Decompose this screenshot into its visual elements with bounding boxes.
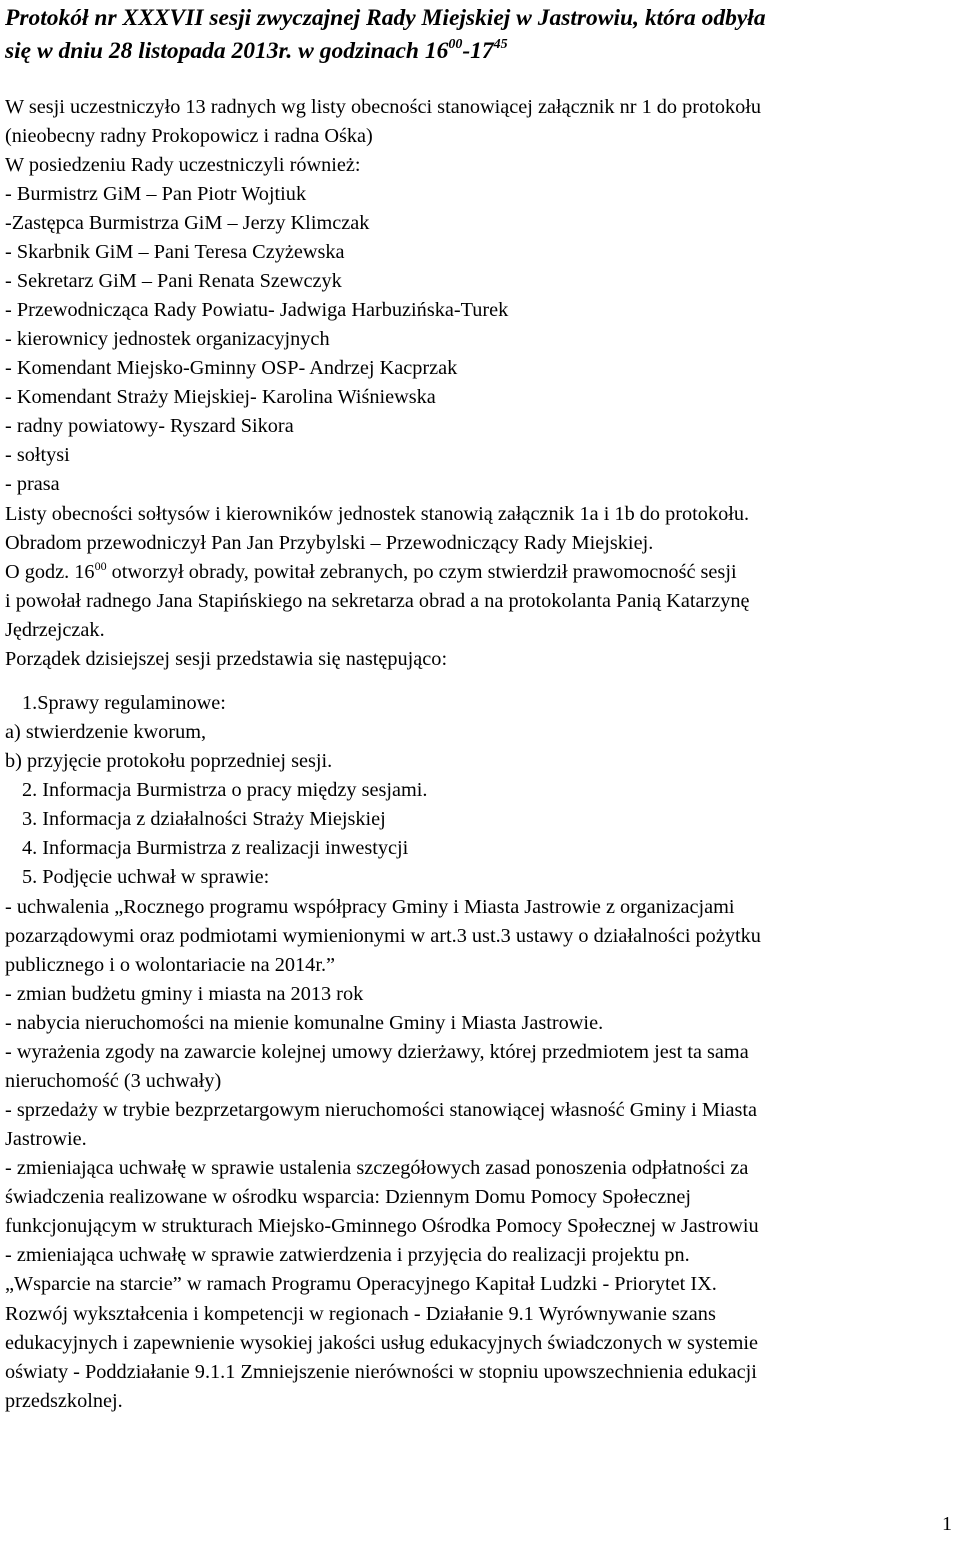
participant-item: - Przewodnicząca Rady Powiatu- Jadwiga Harbuzińska-Turek xyxy=(5,299,509,321)
participant-item: - radny powiatowy- Ryszard Sikora xyxy=(5,415,294,437)
resolution-item-cont: publicznego i o wolontariacie na 2014r.” xyxy=(5,954,336,976)
absent-note: (nieobecny radny Prokopowicz i radna Ośka) xyxy=(5,125,373,147)
title-line-1: Protokół nr XXXVII sesji zwyczajnej Rady Miejskiej w Jastrowiu, która odbyła xyxy=(5,5,766,31)
agenda-item-1: 1.Sprawy regulaminowe: xyxy=(22,692,226,714)
agenda-item-3: 3. Informacja z działalności Straży Miejskiej xyxy=(22,808,386,830)
resolution-item-cont: przedszkolnej. xyxy=(5,1390,123,1412)
resolution-item: - zmieniająca uchwałę w sprawie zatwierdzenia i przyjęcia do realizacji projektu pn. xyxy=(5,1244,690,1266)
resolution-item: - zmieniająca uchwałę w sprawie ustalenia szczegółowych zasad ponoszenia odpłatności za xyxy=(5,1157,749,1179)
page-number: 1 xyxy=(942,1513,952,1535)
opening-text: otworzył obrady, powitał zebranych, po czym stwierdził prawomocność sesji xyxy=(106,561,737,583)
resolution-item: - nabycia nieruchomości na mienie komunalne Gminy i Miasta Jastrowie. xyxy=(5,1012,604,1034)
attendance-paragraph: W sesji uczestniczyło 13 radnych wg listy obecności stanowiącej załącznik nr 1 do protokołu xyxy=(5,96,762,118)
resolution-item-cont: pozarządowymi oraz podmiotami wymienionymi w art.3 ust.3 ustawy o działalności pożytku xyxy=(5,925,761,947)
resolution-item-cont: edukacyjnych i zapewnienie wysokiej jakości usług edukacyjnych świadczonych w systemie xyxy=(5,1332,759,1354)
agenda-item-4: 4. Informacja Burmistrza z realizacji inwestycji xyxy=(22,837,409,859)
opening-paragraph-line: i powołał radnego Jana Stapińskiego na sekretarza obrad a na protokolanta Panią Katarzynę xyxy=(5,590,750,612)
participant-item: - kierownicy jednostek organizacyjnych xyxy=(5,328,330,350)
opening-time-sup: 00 xyxy=(94,559,107,573)
resolution-item-cont: oświaty - Poddziałanie 9.1.1 Zmniejszenie nierówności w stopniu upowszechnienia edukacji xyxy=(5,1361,757,1383)
resolution-item: - uchwalenia „Rocznego programu współpracy Gminy i Miasta Jastrowie z organizacjami xyxy=(5,896,735,918)
chairman-note: Obradom przewodniczył Pan Jan Przybylski – Przewodniczący Rady Miejskiej. xyxy=(5,532,654,554)
resolution-item-cont: „Wsparcie na starcie” w ramach Programu Operacyjnego Kapitał Ludzki - Priorytet IX. xyxy=(5,1273,717,1295)
participant-item: - Komendant Miejsko-Gminny OSP- Andrzej Kacprzak xyxy=(5,357,458,379)
participant-item: - sołtysi xyxy=(5,444,70,466)
resolution-item: - wyrażenia zgody na zawarcie kolejnej umowy dzierżawy, której przedmiotem jest ta sama xyxy=(5,1041,749,1063)
title-line-2 xyxy=(5,35,955,68)
agenda-subitem-b: b) przyjęcie protokołu poprzedniej sesji. xyxy=(5,750,333,772)
participant-item: - Burmistrz GiM – Pan Piotr Wojtiuk xyxy=(5,183,307,205)
participants-heading: W posiedzeniu Rady uczestniczyli również: xyxy=(5,154,361,176)
participant-item: - Sekretarz GiM – Pani Renata Szewczyk xyxy=(5,270,342,292)
title-sup-start: 00 xyxy=(448,37,463,52)
participant-item: - Komendant Straży Miejskiej- Karolina Wiśniewska xyxy=(5,386,436,408)
attendance-lists-note: Listy obecności sołtysów i kierowników jednostek stanowią załącznik 1a i 1b do protokołu. xyxy=(5,503,750,525)
resolution-item: - zmian budżetu gminy i miasta na 2013 rok xyxy=(5,983,364,1005)
resolution-item-cont: nieruchomość (3 uchwały) xyxy=(5,1070,222,1092)
participant-item: -Zastępca Burmistrza GiM – Jerzy Klimczak xyxy=(5,212,370,234)
document-title xyxy=(5,2,955,68)
title-line-2-text: się w dniu 28 listopada 2013r. w godzinach 16 xyxy=(5,38,449,64)
agenda-heading: Porządek dzisiejszej sesji przedstawia się następująco: xyxy=(5,648,448,670)
agenda-item-5: 5. Podjęcie uchwał w sprawie: xyxy=(22,866,270,888)
resolution-item-cont: funkcjonującym w strukturach Miejsko-Gminnego Ośrodka Pomocy Społecznej w Jastrowiu xyxy=(5,1215,759,1237)
resolution-item-cont: Rozwój wykształcenia i kompetencji w regionach - Działanie 9.1 Wyrównywanie szans xyxy=(5,1303,716,1325)
resolution-item: - sprzedaży w trybie bezprzetargowym nieruchomości stanowiącej własność Gminy i Miasta xyxy=(5,1099,758,1121)
opening-time-text: O godz. 16 xyxy=(5,561,95,583)
opening-paragraph-line: Jędrzejczak. xyxy=(5,619,105,641)
opening-paragraph xyxy=(5,560,737,584)
resolution-item-cont: Jastrowie. xyxy=(5,1128,87,1150)
participant-item: - Skarbnik GiM – Pani Teresa Czyżewska xyxy=(5,241,345,263)
resolution-item-cont: świadczenia realizowane w ośrodku wsparcia: Dziennym Domu Pomocy Społecznej xyxy=(5,1186,691,1208)
title-time-separator: -17 xyxy=(462,38,494,64)
participant-item: - prasa xyxy=(5,473,60,495)
agenda-item-2: 2. Informacja Burmistrza o pracy między sesjami. xyxy=(22,779,428,801)
agenda-subitem-a: a) stwierdzenie kworum, xyxy=(5,721,207,743)
title-sup-end: 45 xyxy=(493,37,508,52)
